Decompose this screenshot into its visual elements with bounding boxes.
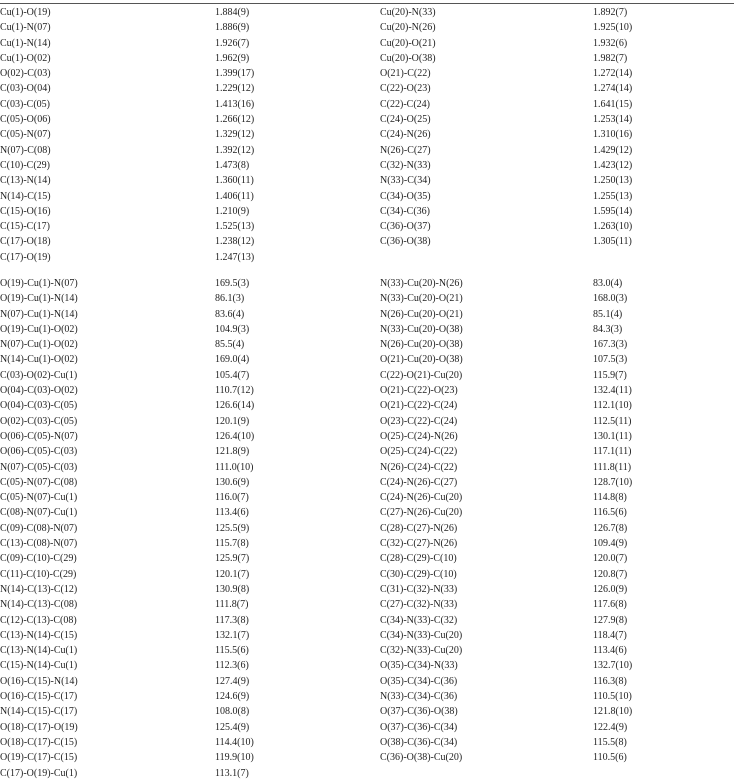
bond-length-row	[0, 36, 734, 51]
bond-angle-row	[0, 368, 734, 383]
value-left: 1.926(7)	[215, 37, 250, 49]
param-right: O(21)-C(22)-O(23)	[380, 385, 458, 397]
bond-angle-row	[0, 444, 734, 459]
param-right: N(26)-Cu(20)-O(21)	[380, 308, 463, 320]
value-right: 117.6(8)	[593, 599, 627, 611]
value-left: 114.4(10)	[215, 736, 254, 748]
bond-angle-row	[0, 322, 734, 337]
value-left: 111.8(7)	[215, 599, 249, 611]
value-right: 1.250(13)	[593, 175, 633, 187]
param-left: O(19)-Cu(1)-N(07)	[0, 278, 78, 289]
param-left: C(13)-N(14)	[0, 175, 51, 187]
param-right: Cu(20)-O(21)	[380, 37, 436, 49]
value-right: 127.9(8)	[593, 614, 628, 626]
value-right: 1.272(14)	[593, 68, 633, 80]
param-left: O(19)-Cu(1)-N(14)	[0, 293, 78, 305]
param-right: O(37)-C(36)-O(38)	[380, 706, 458, 718]
value-left: 1.962(9)	[215, 52, 250, 64]
param-left: Cu(1)-N(07)	[0, 22, 51, 34]
value-left: 1.525(13)	[215, 221, 255, 233]
param-right: O(21)-C(22)	[380, 68, 431, 80]
param-right: O(21)-Cu(20)-O(38)	[380, 354, 463, 366]
param-left: O(16)-C(15)-C(17)	[0, 691, 78, 703]
param-right: C(27)-N(26)-Cu(20)	[380, 507, 463, 519]
value-left: 125.5(9)	[215, 522, 250, 534]
bond-angle-row	[0, 414, 734, 429]
value-left: 1.392(12)	[215, 144, 255, 156]
value-right: 128.7(10)	[593, 476, 633, 488]
param-left: O(19)-Cu(1)-O(02)	[0, 323, 78, 335]
param-left: C(09)-C(10)-C(29)	[0, 553, 77, 565]
param-left: C(17)-O(19)	[0, 251, 51, 263]
param-left: C(15)-C(17)	[0, 221, 50, 233]
value-right: 1.310(16)	[593, 129, 633, 141]
bond-angle-row	[0, 490, 734, 505]
value-right: 1.429(12)	[593, 144, 633, 156]
param-right: N(33)-C(34)	[380, 175, 431, 187]
bond-angle-row	[0, 628, 734, 643]
value-left: 111.0(10)	[215, 461, 254, 473]
value-right: 121.8(10)	[593, 706, 633, 718]
value-right: 1.274(14)	[593, 83, 633, 95]
param-left: C(05)-N(07)	[0, 129, 51, 141]
bond-angle-row	[0, 597, 734, 612]
value-right: 115.9(7)	[593, 369, 627, 381]
bond-length-row	[0, 234, 734, 249]
value-left: 113.1(7)	[215, 767, 249, 779]
param-left: Cu(1)-N(14)	[0, 37, 51, 49]
param-left: C(13)-N(14)-Cu(1)	[0, 645, 78, 657]
param-left: O(06)-C(05)-C(03)	[0, 446, 78, 458]
param-right: Cu(20)-N(33)	[380, 7, 436, 18]
bond-angle-row	[0, 475, 734, 490]
value-right: 1.423(12)	[593, 159, 633, 171]
bond-angle-row	[0, 398, 734, 413]
param-right: C(22)-O(23)	[380, 83, 431, 95]
value-left: 1.406(11)	[215, 190, 254, 202]
bond-angle-row	[0, 643, 734, 658]
param-left: N(07)-C(05)-C(03)	[0, 461, 78, 473]
bond-length-row	[0, 51, 734, 66]
value-left: 104.9(3)	[215, 323, 250, 335]
value-left: 83.6(4)	[215, 308, 245, 320]
param-left: O(18)-C(17)-C(15)	[0, 736, 78, 748]
param-right: C(36)-O(38)	[380, 236, 431, 248]
value-right: 110.5(10)	[593, 691, 632, 703]
param-right: C(28)-C(27)-N(26)	[380, 522, 458, 534]
value-left: 1.229(12)	[215, 83, 255, 95]
param-right: C(31)-C(32)-N(33)	[380, 583, 458, 595]
bond-length-row	[0, 143, 734, 158]
value-right: 1.253(14)	[593, 114, 633, 126]
value-left: 1.884(9)	[215, 7, 250, 18]
value-left: 1.360(11)	[215, 175, 254, 187]
param-left: O(19)-C(17)-C(15)	[0, 752, 78, 764]
param-left: O(18)-C(17)-O(19)	[0, 721, 78, 733]
value-left: 108.0(8)	[215, 706, 250, 718]
value-left: 115.5(6)	[215, 645, 249, 657]
param-right: C(24)-N(26)-Cu(20)	[380, 492, 463, 504]
value-right: 1.641(15)	[593, 98, 633, 110]
param-right: O(38)-C(36)-C(34)	[380, 736, 458, 748]
bond-angle-row	[0, 750, 734, 765]
param-left: N(14)-Cu(1)-O(02)	[0, 354, 78, 366]
param-left: C(17)-O(19)-Cu(1)	[0, 767, 78, 779]
value-right: 117.1(11)	[593, 446, 632, 458]
param-left: C(08)-N(07)-Cu(1)	[0, 507, 78, 519]
param-right: N(26)-Cu(20)-O(38)	[380, 339, 463, 351]
bond-length-row	[0, 204, 734, 219]
param-left: N(14)-C(13)-C(12)	[0, 583, 78, 595]
bond-angle-row	[0, 720, 734, 735]
value-left: 1.210(9)	[215, 205, 250, 217]
param-left: C(05)-N(07)-Cu(1)	[0, 492, 78, 504]
param-left: Cu(1)-O(19)	[0, 7, 51, 18]
bond-length-row	[0, 20, 734, 35]
param-right: C(24)-O(25)	[380, 114, 431, 126]
bond-length-row	[0, 250, 734, 265]
param-right: C(22)-O(21)-Cu(20)	[380, 369, 463, 381]
param-left: C(03)-O(04)	[0, 83, 51, 95]
param-left: C(03)-O(02)-Cu(1)	[0, 369, 78, 381]
param-right: O(21)-C(22)-C(24)	[380, 400, 458, 412]
value-left: 120.1(9)	[215, 415, 250, 427]
bond-angle-row	[0, 429, 734, 444]
param-right: C(36)-O(38)-Cu(20)	[380, 752, 463, 764]
param-right: Cu(20)-O(38)	[380, 52, 436, 64]
bond-angle-row	[0, 291, 734, 306]
param-left: C(05)-N(07)-C(08)	[0, 476, 78, 488]
value-left: 169.0(4)	[215, 354, 250, 366]
param-left: O(06)-C(05)-N(07)	[0, 430, 78, 442]
param-right: N(33)-C(34)-C(36)	[380, 691, 458, 703]
bond-angle-row	[0, 658, 734, 673]
param-right: O(25)-C(24)-C(22)	[380, 446, 458, 458]
param-right: C(28)-C(29)-C(10)	[380, 553, 457, 565]
param-left: N(07)-Cu(1)-O(02)	[0, 339, 78, 351]
value-left: 116.0(7)	[215, 492, 249, 504]
value-left: 1.247(13)	[215, 251, 255, 263]
bond-angle-row	[0, 704, 734, 719]
param-right: C(34)-C(36)	[380, 205, 430, 217]
bond-length-row	[0, 158, 734, 173]
value-right: 132.4(11)	[593, 385, 632, 397]
param-left: C(15)-N(14)-Cu(1)	[0, 660, 78, 672]
value-right: 112.5(11)	[593, 415, 632, 427]
param-right: C(27)-C(32)-N(33)	[380, 599, 458, 611]
value-left: 1.473(8)	[215, 159, 250, 171]
param-right: N(26)-C(24)-C(22)	[380, 461, 458, 473]
param-right: C(30)-C(29)-C(10)	[380, 568, 457, 580]
param-right: C(32)-C(27)-N(26)	[380, 538, 458, 550]
value-right: 115.5(8)	[593, 736, 627, 748]
value-right: 120.8(7)	[593, 568, 628, 580]
bond-angle-row	[0, 307, 734, 322]
param-right: C(32)-N(33)	[380, 159, 431, 171]
param-left: C(15)-O(16)	[0, 205, 51, 217]
param-left: C(05)-O(06)	[0, 114, 51, 126]
value-right: 1.595(14)	[593, 205, 633, 217]
param-left: C(13)-C(08)-N(07)	[0, 538, 78, 550]
value-left: 132.1(7)	[215, 629, 250, 641]
bond-length-row	[0, 5, 734, 20]
param-left: C(11)-C(10)-C(29)	[0, 568, 77, 580]
value-right: 114.8(8)	[593, 492, 627, 504]
value-left: 127.4(9)	[215, 675, 250, 687]
value-right: 107.5(3)	[593, 354, 628, 366]
value-right: 126.0(9)	[593, 583, 628, 595]
param-right: C(36)-O(37)	[380, 221, 431, 233]
param-left: N(07)-C(08)	[0, 144, 51, 156]
value-right: 132.7(10)	[593, 660, 633, 672]
param-left: C(03)-C(05)	[0, 98, 50, 110]
bond-angle-row	[0, 567, 734, 582]
value-right: 113.4(6)	[593, 645, 627, 657]
value-left: 126.4(10)	[215, 430, 255, 442]
param-right: C(24)-N(26)-C(27)	[380, 476, 458, 488]
value-right: 120.0(7)	[593, 553, 628, 565]
bond-angle-row	[0, 582, 734, 597]
bond-angle-row	[0, 337, 734, 352]
value-right: 130.1(11)	[593, 430, 632, 442]
value-left: 86.1(3)	[215, 293, 245, 305]
value-right: 118.4(7)	[593, 629, 627, 641]
param-right: O(35)-C(34)-C(36)	[380, 675, 458, 687]
param-right: C(32)-N(33)-Cu(20)	[380, 645, 463, 657]
param-right: O(23)-C(22)-C(24)	[380, 415, 458, 427]
bond-angle-row	[0, 276, 734, 291]
value-right: 116.5(6)	[593, 507, 627, 519]
bond-length-row	[0, 173, 734, 188]
value-left: 130.6(9)	[215, 476, 250, 488]
param-right: C(24)-N(26)	[380, 129, 431, 141]
bond-length-row	[0, 127, 734, 142]
value-left: 126.6(14)	[215, 400, 255, 412]
value-left: 117.3(8)	[215, 614, 249, 626]
param-right: C(34)-N(33)-C(32)	[380, 614, 458, 626]
value-right: 1.982(7)	[593, 52, 628, 64]
bond-angle-row	[0, 536, 734, 551]
bond-angle-row	[0, 735, 734, 750]
bond-length-row	[0, 81, 734, 96]
param-right: O(35)-C(34)-N(33)	[380, 660, 458, 672]
value-left: 1.413(16)	[215, 98, 255, 110]
bond-angles-table	[0, 276, 734, 781]
param-right: C(34)-O(35)	[380, 190, 431, 202]
param-left: N(07)-Cu(1)-N(14)	[0, 308, 78, 320]
param-right: C(22)-C(24)	[380, 98, 430, 110]
value-right: 167.3(3)	[593, 339, 628, 351]
param-left: C(10)-C(29)	[0, 159, 50, 171]
value-left: 169.5(3)	[215, 278, 250, 289]
bond-length-row	[0, 66, 734, 81]
value-left: 130.9(8)	[215, 583, 250, 595]
value-left: 119.9(10)	[215, 752, 254, 764]
value-right: 116.3(8)	[593, 675, 627, 687]
value-left: 1.886(9)	[215, 22, 250, 34]
value-right: 168.0(3)	[593, 293, 628, 305]
value-right: 126.7(8)	[593, 522, 628, 534]
param-right: N(33)-Cu(20)-O(38)	[380, 323, 463, 335]
bond-length-row	[0, 112, 734, 127]
param-left: N(14)-C(15)-C(17)	[0, 706, 78, 718]
bond-angle-row	[0, 674, 734, 689]
value-right: 1.255(13)	[593, 190, 633, 202]
bond-length-row	[0, 219, 734, 234]
bond-length-row	[0, 97, 734, 112]
value-right: 1.932(6)	[593, 37, 628, 49]
param-left: O(04)-C(03)-O(02)	[0, 385, 78, 397]
value-left: 112.3(6)	[215, 660, 249, 672]
bond-length-row	[0, 189, 734, 204]
value-right: 1.892(7)	[593, 7, 628, 18]
param-left: N(14)-C(13)-C(08)	[0, 599, 78, 611]
value-left: 115.7(8)	[215, 538, 249, 550]
param-left: O(02)-C(03)	[0, 68, 51, 80]
param-left: O(02)-C(03)-C(05)	[0, 415, 78, 427]
bond-angle-row	[0, 352, 734, 367]
param-right: N(26)-C(27)	[380, 144, 431, 156]
value-left: 121.8(9)	[215, 446, 250, 458]
value-right: 83.0(4)	[593, 278, 623, 289]
param-right: N(33)-Cu(20)-O(21)	[380, 293, 463, 305]
param-left: C(13)-N(14)-C(15)	[0, 629, 78, 641]
value-left: 110.7(12)	[215, 385, 254, 397]
param-right: O(25)-C(24)-N(26)	[380, 430, 458, 442]
value-left: 125.9(7)	[215, 553, 250, 565]
value-left: 113.4(6)	[215, 507, 249, 519]
param-left: Cu(1)-O(02)	[0, 52, 51, 64]
value-left: 125.4(9)	[215, 721, 250, 733]
value-right: 111.8(11)	[593, 461, 632, 473]
value-right: 1.925(10)	[593, 22, 633, 34]
param-left: C(09)-C(08)-N(07)	[0, 522, 78, 534]
value-left: 1.399(17)	[215, 68, 255, 80]
param-right: N(33)-Cu(20)-N(26)	[380, 278, 463, 289]
value-left: 85.5(4)	[215, 339, 245, 351]
value-right: 122.4(9)	[593, 721, 628, 733]
value-left: 120.1(7)	[215, 568, 250, 580]
value-right: 84.3(3)	[593, 323, 623, 335]
value-right: 1.305(11)	[593, 236, 632, 248]
bond-angle-row	[0, 505, 734, 520]
param-left: O(16)-C(15)-N(14)	[0, 675, 78, 687]
bond-angle-row	[0, 460, 734, 475]
bond-angle-row	[0, 383, 734, 398]
bond-lengths-table	[0, 5, 734, 265]
value-right: 110.5(6)	[593, 752, 627, 764]
param-left: C(12)-C(13)-C(08)	[0, 614, 77, 626]
bond-angle-row	[0, 689, 734, 704]
bond-angle-row	[0, 521, 734, 536]
top-rule	[0, 3, 734, 4]
value-left: 1.266(12)	[215, 114, 255, 126]
param-left: C(17)-O(18)	[0, 236, 51, 248]
value-right: 85.1(4)	[593, 308, 623, 320]
value-right: 112.1(10)	[593, 400, 632, 412]
param-right: O(37)-C(36)-C(34)	[380, 721, 458, 733]
value-left: 1.329(12)	[215, 129, 255, 141]
value-left: 1.238(12)	[215, 236, 255, 248]
bond-angle-row	[0, 551, 734, 566]
value-left: 105.4(7)	[215, 369, 250, 381]
bond-angle-row	[0, 613, 734, 628]
value-right: 1.263(10)	[593, 221, 633, 233]
value-left: 124.6(9)	[215, 691, 250, 703]
param-right: Cu(20)-N(26)	[380, 22, 436, 34]
value-right: 109.4(9)	[593, 538, 628, 550]
param-right: C(34)-N(33)-Cu(20)	[380, 629, 463, 641]
param-left: O(04)-C(03)-C(05)	[0, 400, 78, 412]
param-left: N(14)-C(15)	[0, 190, 51, 202]
